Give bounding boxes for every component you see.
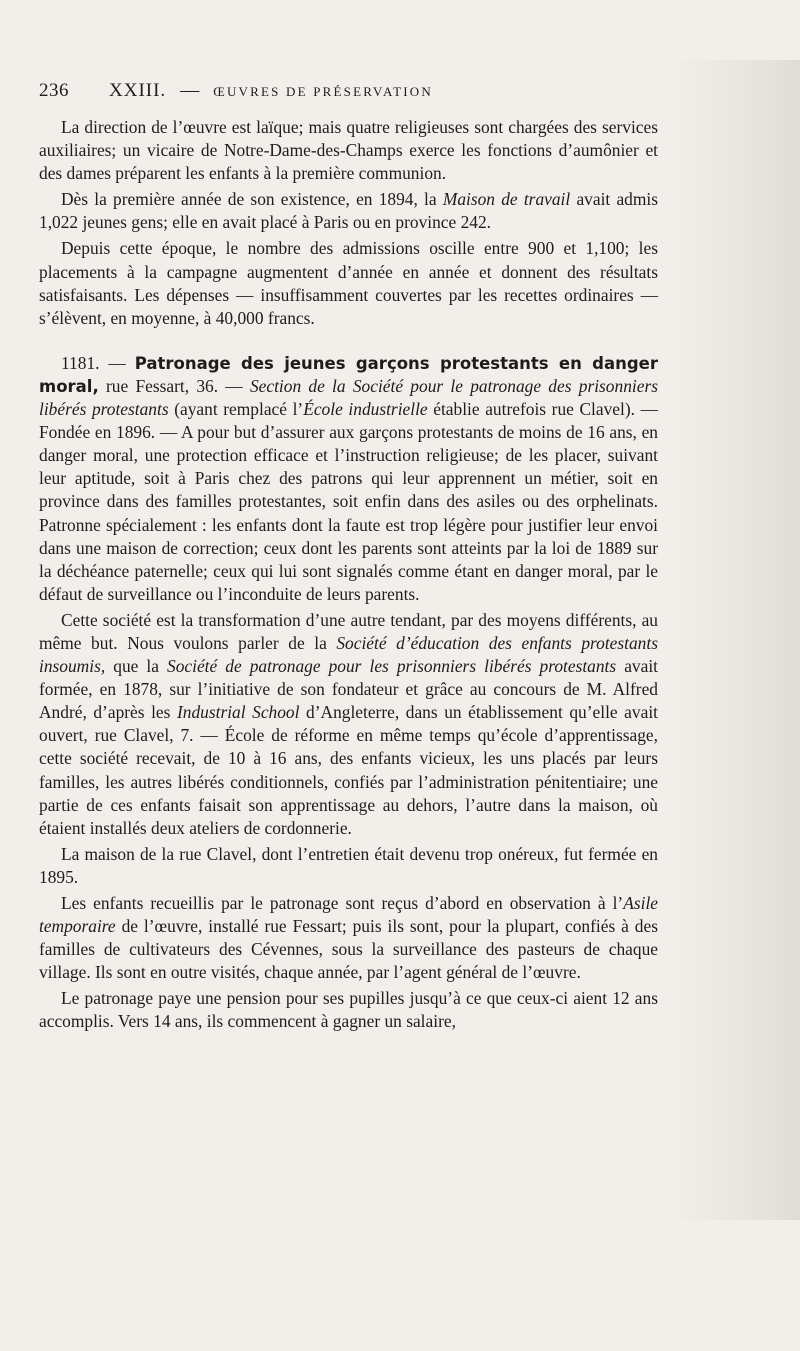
- running-header: [39, 80, 658, 110]
- section-title: ŒUVRES DE PRÉSERVATION: [213, 84, 433, 99]
- paragraph-direction: La direction de l’œuvre est laïque; mais quatre religieuses sont chargées des services auxiliaires; un vicaire de Notre-Dame-des-Champs exerce les fonctions d’aumônier et des dames préparent les enfants à la première communion.: [39, 117, 658, 184]
- page-number: 236: [39, 80, 69, 101]
- chapter-number: XXIII.: [109, 80, 167, 101]
- paragraph-closure: La maison de la rue Clavel, dont l’entretien était devenu trop onéreux, fut fermée en 1895.: [39, 843, 658, 887]
- entry-1181: 1181. — Patronage des jeunes garçons protestants en danger moral, rue Fessart, 36. — Section de la Société pour le patronage des prisonniers libérés protestants (ayant remplacé l’École industrielle établie autrefois rue Clavel). — Fondée en 1896. — A pour but d’assurer aux garçons protestants de moins de 16 ans, en danger moral, une protection efficace et l’instruction religieuse; de les placer, suivant leur aptitude, soit à Paris chez des patrons qui leur apprennent un métier, soit en province dans des familles protestantes, soit enfin dans des asiles ou des orphelinats. Patronne spécialement : les enfants dont la faute est trop légère pour justifier leur envoi dans une maison de correction; ceux dont les parents sont atteints par la loi de 1889 sur la déchéance paternelle; ceux qui lui sont signalés comme étant en danger moral, par le défaut de surveillance ou l’inconduite de leurs parents.: [39, 352, 658, 604]
- paragraph-first-year: Dès la première année de son existence, en 1894, la Maison de travail avait admis 1,022 jeunes gens; elle en avait placé à Paris ou en province 242.: [39, 189, 659, 233]
- paragraph-observation: Les enfants recueillis par le patronage sont reçus d’abord en observation à l’Asile temporaire de l’œuvre, installé rue Fessart; puis ils sont, pour la plupart, confiés à des familles de cultivateurs des Cévennes, sous la surveillance des pasteurs de chaque village. Ils sont en outre visités, chaque année, par l’agent général de l’œuvre.: [39, 893, 658, 983]
- entry-title: Patronage des jeunes garçons protestants en danger moral,: [39, 353, 658, 396]
- show-through-shadow: [670, 60, 800, 1220]
- entry-number: 1181. —: [61, 352, 135, 373]
- header-dash: —: [180, 80, 200, 101]
- page-body: [39, 116, 658, 1034]
- paragraph-transformation: Cette société est la transformation d’une autre tendant, par des moyens différents, au même but. Nous voulons parler de la Société d’éducation des enfants protestants insoumis, que la Société de patronage pour les prisonniers libérés protestants avait formée, en 1878, sur l’initiative de son fondateur et grâce au concours de M. Alfred André, d’après les Industrial School d’Angleterre, dans un établissement qu’elle avait ouvert, rue Clavel, 7. — École de réforme en même temps qu’école d’apprentissage, cette société recevait, de 10 à 16 ans, des enfants vicieux, les uns placés par leurs familles, les autres libérés conditionnels, confiés par l’administration pénitentiaire; une partie de ces enfants faisait son apprentissage au dehors, l’autre dans la maison, où étaient installés deux ateliers de cordonnerie.: [39, 609, 658, 838]
- paragraph-admissions: Depuis cette époque, le nombre des admissions oscille entre 900 et 1,100; les placements à la campagne augmentent d’année en année et donnent des résultats satisfaisants. Les dépenses — insuffisamment couvertes par les recettes ordinaires — s’élèvent, en moyenne, à 40,000 francs.: [39, 238, 658, 328]
- paragraph-pension: Le patronage paye une pension pour ses pupilles jusqu’à ce que ceux-ci aient 12 ans accomplis. Vers 14 ans, ils commencent à gagner un salaire,: [39, 988, 658, 1032]
